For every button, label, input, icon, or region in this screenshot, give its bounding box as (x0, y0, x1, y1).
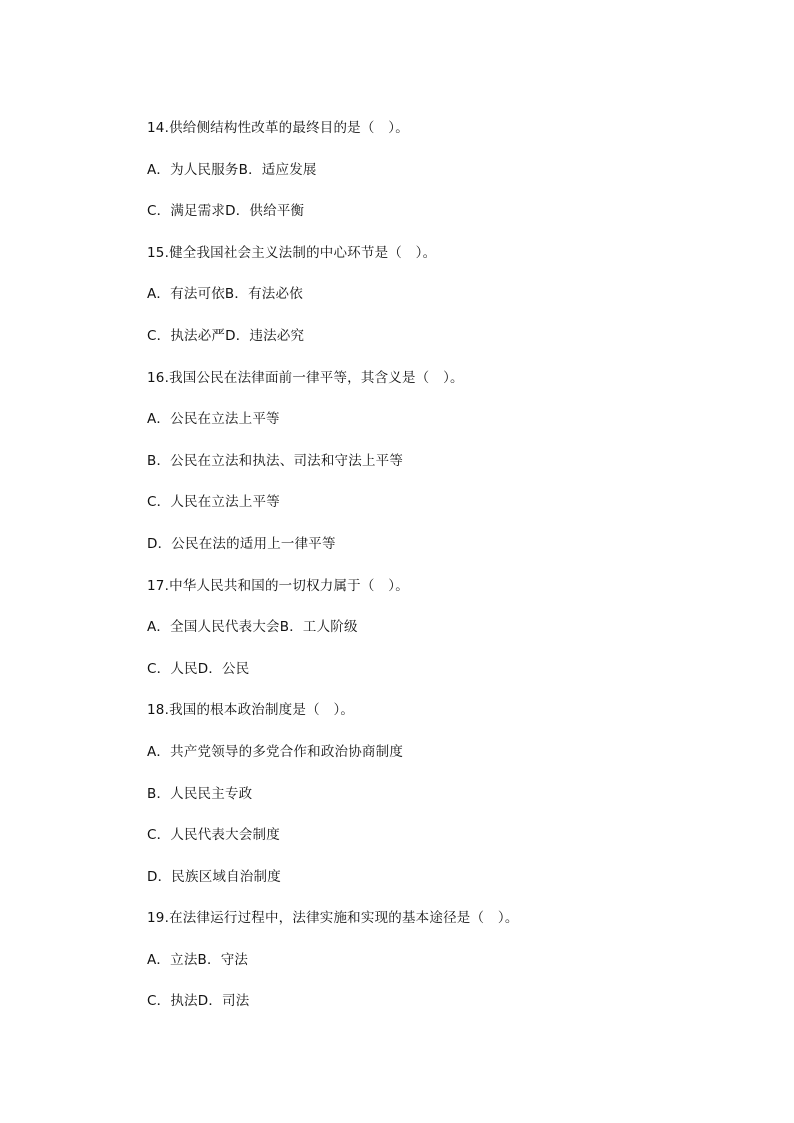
question-14-stem: 14.供给侧结构性改革的最终目的是（ ）。 (147, 120, 409, 136)
question-16-option-d: D．公民在法的适用上一律平等 (147, 535, 336, 552)
question-14-options-ab: A．为人民服务B．适应发展 (147, 161, 317, 178)
question-list (147, 116, 707, 1031)
question-16-option-b: B．公民在立法和执法、司法和守法上平等 (147, 452, 404, 469)
question-19-options-cd: C．执法D．司法 (147, 993, 250, 1010)
question-17-options-ab: A．全国人民代表大会B．工人阶级 (147, 619, 358, 636)
question-19-stem: 19.在法律运行过程中，法律实施和实现的基本途径是（ ）。 (147, 910, 519, 927)
question-15-options-cd: C．执法必严D．违法必究 (147, 327, 305, 344)
question-16-option-a: A．公民在立法上平等 (147, 411, 280, 428)
question-18-stem: 18.我国的根本政治制度是（ ）。 (147, 702, 355, 719)
question-17-options-cd: C．人民D．公民 (147, 660, 250, 677)
question-17-stem: 17.中华人民共和国的一切权力属于（ ）。 (147, 577, 409, 594)
question-14-options-cd: C．满足需求D．供给平衡 (147, 203, 305, 220)
question-16-option-c: C．人民在立法上平等 (147, 494, 280, 511)
question-16-stem: 16.我国公民在法律面前一律平等，其含义是（ ）。 (147, 369, 464, 386)
question-18-option-d: D．民族区域自治制度 (147, 868, 281, 885)
question-19-options-ab: A．立法B．守法 (147, 951, 249, 968)
question-18-option-a: A．共产党领导的多党合作和政治协商制度 (147, 743, 404, 760)
question-18-option-c: C．人民代表大会制度 (147, 827, 280, 844)
question-15-stem: 15.健全我国社会主义法制的中心环节是（ ）。 (147, 244, 437, 261)
question-15-options-ab: A．有法可依B．有法必依 (147, 286, 303, 303)
question-18-option-b: B．人民民主专政 (147, 785, 253, 802)
